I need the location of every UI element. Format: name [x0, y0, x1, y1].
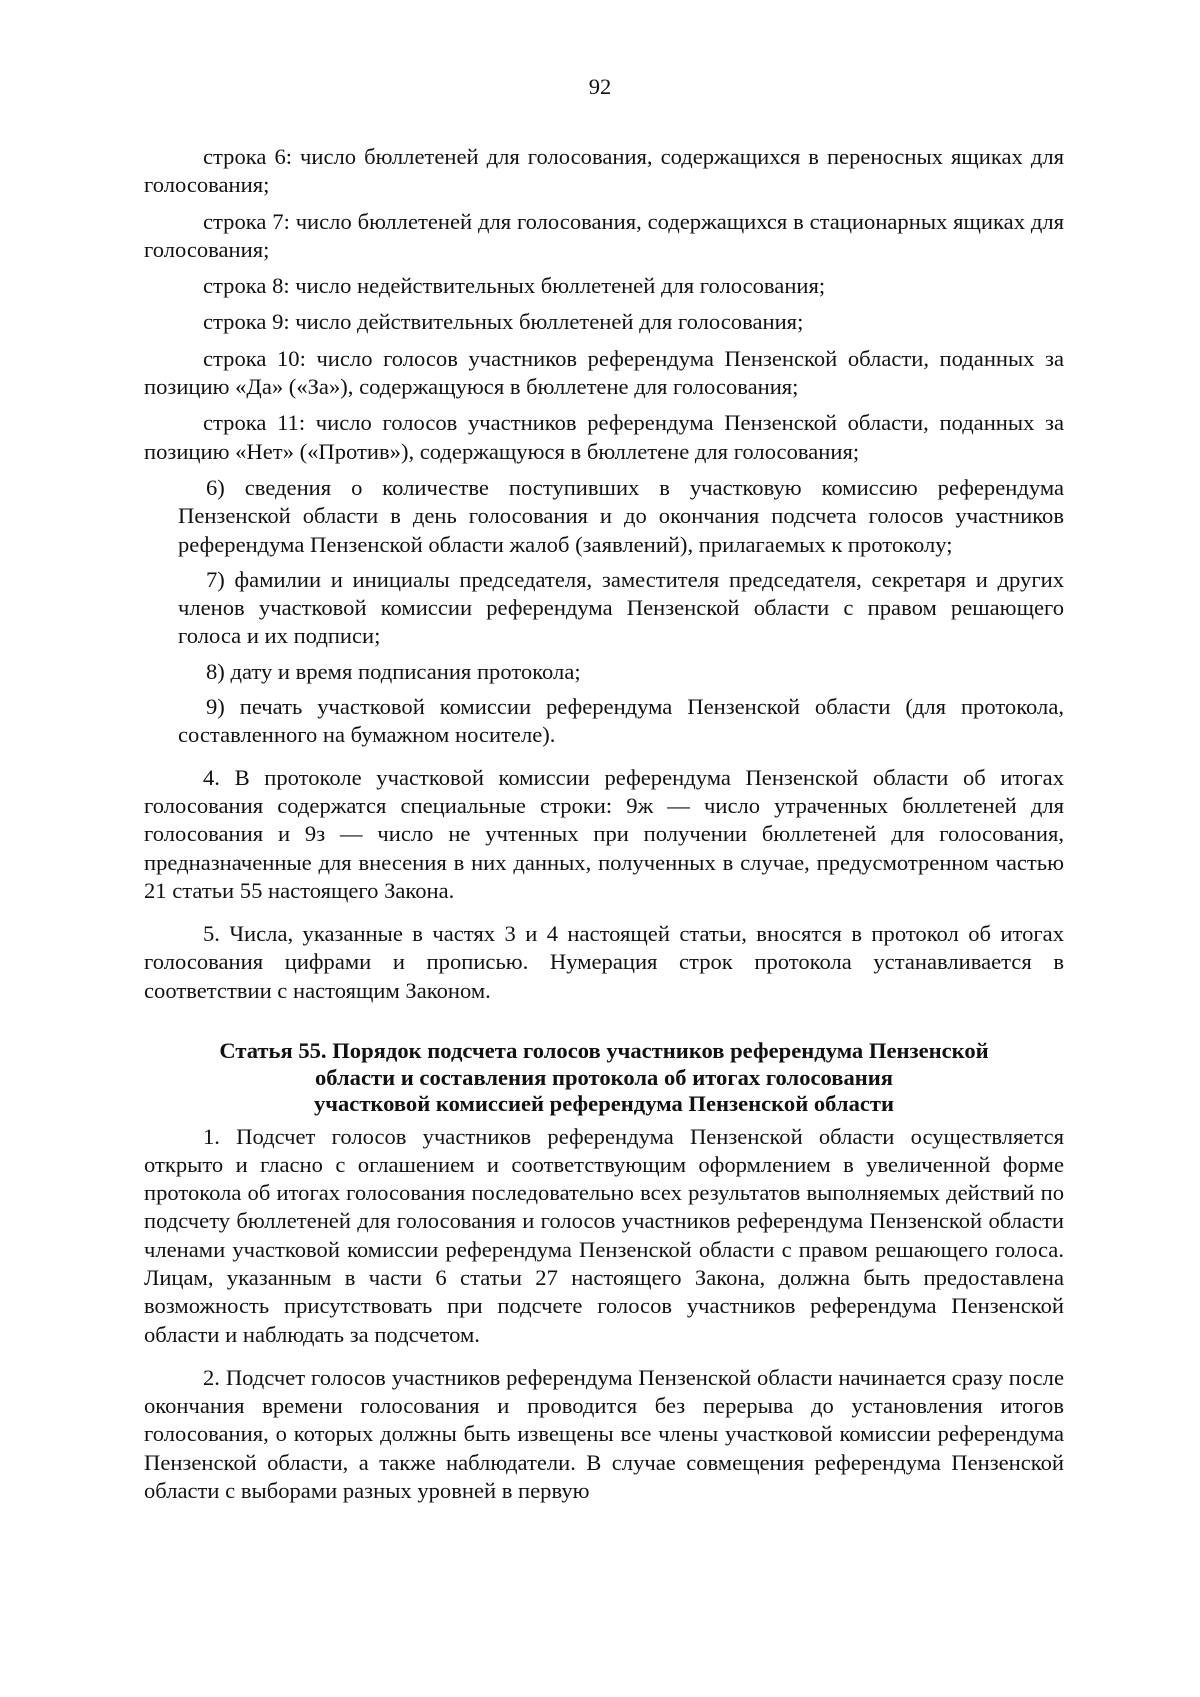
protocol-line-7: строка 7: число бюллетеней для голосования, содержащихся в стационарных ящиках для голосования;	[144, 208, 1064, 262]
paragraph-5: 5. Числа, указанные в частях 3 и 4 настоящей статьи, вносятся в протокол об итогах голосования цифрами и прописью. Нумерация строк протокола устанавливается в соответствии с настоящим Законом.	[144, 921, 1064, 1003]
protocol-line-6: строка 6: число бюллетеней для голосования, содержащихся в переносных ящиках для голосования;	[144, 144, 1064, 198]
article-heading-line: области и составления протокола об итогах голосования	[314, 1064, 894, 1090]
article-paragraph-2: 2. Подсчет голосов участников референдума Пензенской области начинается сразу после окончания времени голосования и проводится без перерыва до установления итогов голосования, о которых должны быть извещены все члены участковой комиссии референдума Пензенской области, а также наблюдатели. В случае совмещения референдума Пензенской области с выборами разных уровней в первую	[144, 1364, 1064, 1504]
article-paragraph-1: 1. Подсчет голосов участников референдума Пензенской области осуществляется открыто и гласно с оглашением и соответствующим оформлением в увеличенной форме протокола об итогах голосования последовательно всех результатов выполняемых действий по подсчету бюллетеней для голосования и голосов участников референдума Пензенской области членами участковой комиссии референдума Пензенской области с правом решающего голоса. Лицам, указанным в части 6 статьи 27 настоящего Закона, должна быть предоставлена возможность присутствовать при подсчете голосов участников референдума Пензенской области и наблюдать за подсчетом.	[144, 1123, 1064, 1347]
article-heading	[144, 1038, 1064, 1118]
list-item-8: 8) дату и время подписания протокола;	[206, 658, 581, 684]
protocol-line-10: строка 10: число голосов участников референдума Пензенской области, поданных за позицию «Да» («За»), содержащуюся в бюллетене для голосования;	[144, 345, 1064, 400]
article-heading-line: участковой комиссией референдума Пензенской области	[313, 1091, 895, 1117]
list-item-6: 6) сведения о количестве поступивших в участковую комиссию референдума Пензенской области в день голосования и до окончания подсчета голосов участников референдума Пензенской области жалоб (заявлений), прилагаемых к протоколу;	[178, 474, 1064, 557]
article-heading-line: Статья 55. Порядок подсчета голосов участников референдума Пензенской	[219, 1038, 989, 1064]
paragraph-4: 4. В протоколе участковой комиссии референдума Пензенской области об итогах голосования содержатся специальные строки: 9ж — число утраченных бюллетеней для голосования и 9з — число не учтенных при получении бюллетеней для голосования, предназначенные для внесения в них данных, полученных в случае, предусмотренном частью 21 статьи 55 настоящего Закона.	[144, 764, 1064, 903]
page-number: 92	[588, 74, 612, 99]
protocol-line-9: строка 9: число действительных бюллетеней для голосования;	[203, 309, 804, 335]
protocol-line-8: строка 8: число недействительных бюллетеней для голосования;	[203, 273, 826, 299]
page-content	[144, 143, 1064, 1515]
protocol-line-11: строка 11: число голосов участников референдума Пензенской области, поданных за позицию «Нет» («Против»), содержащуюся в бюллетене для голосования;	[144, 410, 1064, 464]
list-item-9: 9) печать участковой комиссии референдума Пензенской области (для протокола, составленного на бумажном носителе).	[178, 694, 1064, 748]
list-item-7: 7) фамилии и инициалы председателя, заместителя председателя, секретаря и других членов участковой комиссии референдума Пензенской области с правом решающего голоса и их подписи;	[178, 566, 1064, 649]
